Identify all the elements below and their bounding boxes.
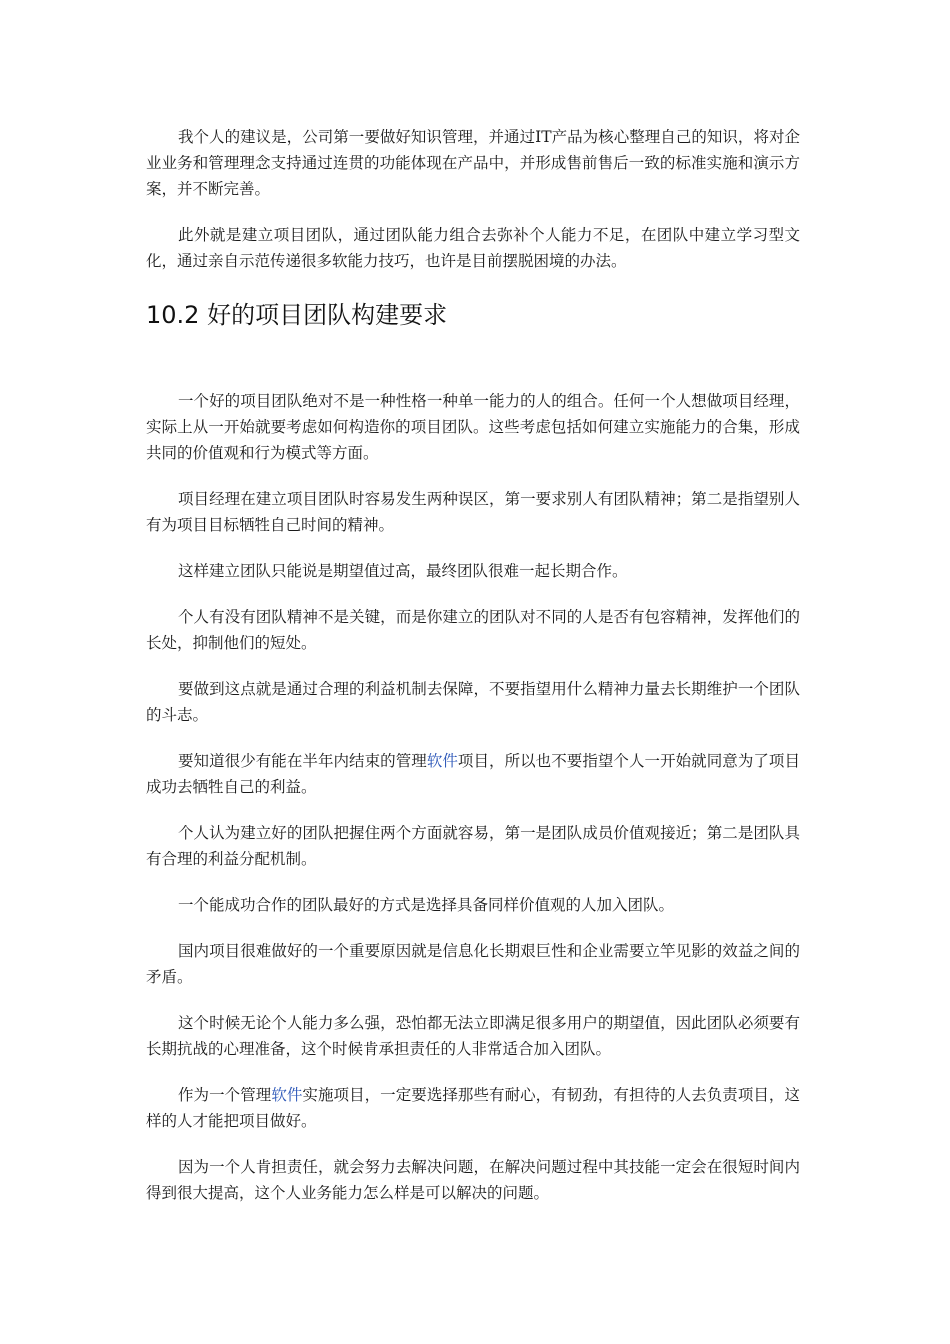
body-paragraph-1: 一个好的项目团队绝对不是一种性格一种单一能力的人的组合。任何一个人想做项目经理，实际上从一开始就要考虑如何构造你的项目团队。这些考虑包括如何建立实施能力的合集，形成共同的价值观和行为模式等方面。 — [146, 392, 800, 462]
body-paragraph-2: 项目经理在建立项目团队时容易发生两种误区，第一要求别人有团队精神；第二是指望别人有为项目目标牺牲自己时间的精神。 — [146, 490, 800, 534]
section-heading: 10.2 好的项目团队构建要求 — [146, 301, 448, 329]
software-link[interactable]: 软件 — [271, 1086, 303, 1104]
software-link[interactable]: 软件 — [426, 752, 458, 770]
paragraph-text: 要知道很少有能在半年内结束的管理 — [178, 752, 427, 770]
body-paragraph-6 — [146, 748, 800, 800]
intro-paragraph-2: 此外就是建立项目团队，通过团队能力组合去弥补个人能力不足，在团队中建立学习型文化，通过亲自示范传递很多软能力技巧，也许是目前摆脱困境的办法。 — [146, 226, 800, 270]
paragraph-text: 项目，所以也不要指望个人一开始就同意为了项目成功去牺牲自己的利益。 — [146, 752, 800, 796]
body-paragraph-3: 这样建立团队只能说是期望值过高，最终团队很难一起长期合作。 — [178, 562, 628, 580]
body-paragraph-5: 要做到这点就是通过合理的利益机制去保障，不要指望用什么精神力量去长期维护一个团队的斗志。 — [146, 680, 800, 724]
body-paragraph-4: 个人有没有团队精神不是关键，而是你建立的团队对不同的人是否有包容精神，发挥他们的长处，抑制他们的短处。 — [146, 608, 800, 652]
intro-paragraph-1: 我个人的建议是，公司第一要做好知识管理，并通过IT产品为核心整理自己的知识，将对企业业务和管理理念支持通过连贯的功能体现在产品中，并形成售前售后一致的标准实施和演示方案，并不断完善。 — [146, 128, 800, 198]
body-paragraph-9: 国内项目很难做好的一个重要原因就是信息化长期艰巨性和企业需要立竿见影的效益之间的矛盾。 — [146, 942, 800, 986]
document-body — [146, 124, 800, 1226]
paragraph-text: 实施项目，一定要选择那些有耐心，有韧劲，有担待的人去负责项目，这样的人才能把项目做好。 — [146, 1086, 800, 1130]
body-paragraph-11 — [146, 1082, 800, 1134]
body-paragraph-8: 一个能成功合作的团队最好的方式是选择具备同样价值观的人加入团队。 — [178, 896, 675, 914]
body-paragraph-10: 这个时候无论个人能力多么强，恐怕都无法立即满足很多用户的期望值，因此团队必须要有长期抗战的心理准备，这个时候肯承担责任的人非常适合加入团队。 — [146, 1014, 800, 1058]
paragraph-text: 作为一个管理 — [178, 1086, 272, 1104]
body-paragraph-7: 个人认为建立好的团队把握住两个方面就容易，第一是团队成员价值观接近；第二是团队具有合理的利益分配机制。 — [146, 824, 800, 868]
body-paragraph-12: 因为一个人肯担责任，就会努力去解决问题，在解决问题过程中其技能一定会在很短时间内得到很大提高，这个人业务能力怎么样是可以解决的问题。 — [146, 1158, 800, 1202]
